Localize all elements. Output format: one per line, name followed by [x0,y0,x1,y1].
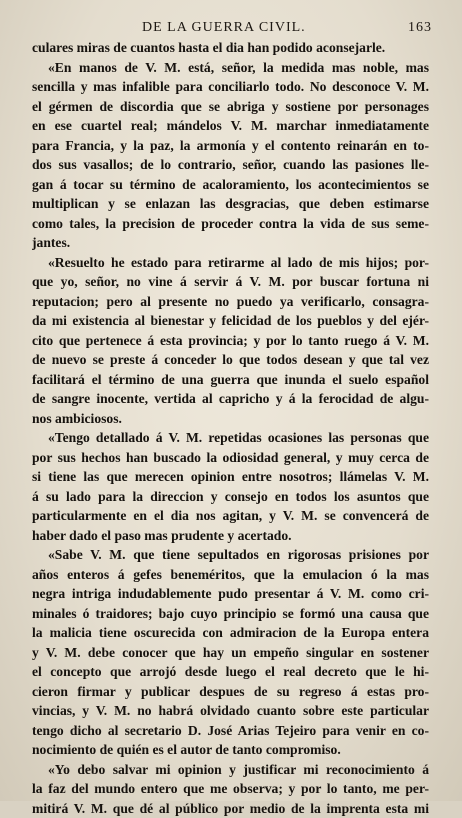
text-line: haber dado el paso mas prudente y acertado. [32,526,429,546]
text-line: vincias, y V. M. no habrá olvidado cuanto sobre este particular [32,701,429,721]
text-line: facilitará el término de una guerra que inunda el suelo español [32,370,429,390]
text-line: cito que pertenece á esta provincia; y por lo tanto ruego á V. M. [32,331,429,351]
page-number: 163 [408,20,432,36]
text-line: nocimiento de quién es el autor de tanto compromiso. [32,740,429,760]
text-line: en ese cuartel real; mándelos V. M. marchar inmediatamente [32,116,429,136]
text-line: «Yo debo salvar mi opinion y justificar mi reconocimiento á [32,760,429,780]
text-line: dos sus vasallos; de lo contrario, señor, cuando las pasiones lle- [32,155,429,175]
text-line: y V. M. debe conocer que hay un empeño singular en sostener [32,643,429,663]
text-line: minales ó traidores; bajo cuyo principio se formó una causa que [32,604,429,624]
text-line: de nuevo se preste á conceder lo que todos desean y que tal vez [32,350,429,370]
running-head [32,20,432,38]
text-line: da mi existencia al bienestar y felicidad de los pueblos y del ejér- [32,311,429,331]
text-line: la faz del mundo entero que me observa; y por lo tanto, me per- [32,779,429,799]
text-line: para Francia, y la paz, la armonía y el contento reinarán en to- [32,136,429,156]
text-line: «Tengo detallado á V. M. repetidas ocasiones las personas que [32,428,429,448]
text-line: nos ambiciosos. [32,409,429,429]
running-title: DE LA GUERRA CIVIL. [142,20,306,36]
text-line: «En manos de V. M. está, señor, la medida mas noble, mas [32,58,429,78]
text-line: de sangre inocente, vertida al capricho y á la ferocidad de algu- [32,389,429,409]
text-line: sencilla y mas infalible para conciliarlo todo. No desconoce V. M. [32,77,429,97]
text-line: culares miras de cuantos hasta el dia han podido aconsejarle. [32,38,429,58]
text-line: particularmente en el dia nos agitan, y V. M. se convencerá de [32,506,429,526]
text-line: negra intriga indudablemente pudo presentar á V. M. como cri- [32,584,429,604]
text-line: jantes. [32,233,429,253]
text-line: si tiene las que merecen opinion entre nosotros; llámelas V. M. [32,467,429,487]
text-line: multiplican y se enlazan las desgracias, que deben estimarse [32,194,429,214]
text-line: gan á tocar su término de acaloramiento, los acontecimientos se [32,175,429,195]
text-line: cieron firmar y publicar despues de su regreso á estas pro- [32,682,429,702]
text-line: «Resuelto he estado para retirarme al lado de mis hijos; por- [32,253,429,273]
text-line: el concepto que arrojó desde luego el real decreto que le hi- [32,662,429,682]
text-line: la malicia tiene oscurecida con admiracion de la Europa entera [32,623,429,643]
text-line: como tales, la precision de proceder contra la vida de sus seme- [32,214,429,234]
text-line: mitirá V. M. que dé al público por medio de la imprenta esta mi [32,799,429,818]
text-line: tengo dicho al secretario D. José Arias Tejeiro para venir en co- [32,721,429,741]
text-line: «Sabe V. M. que tiene sepultados en rigorosas prisiones por [32,545,429,565]
text-line: á su lado para la direccion y consejo en todos los asuntos que [32,487,429,507]
text-line: años enteros á gefes beneméritos, que la emulacion ó la mas [32,565,429,585]
body-text [32,38,429,818]
text-line: que yo, señor, no vine á servir á V. M. por buscar fortuna ni [32,272,429,292]
text-line: por sus hechos han buscado la odiosidad general, y muy cerca de [32,448,429,468]
text-line: reputacion; pero al presente no puedo ya verificarlo, consagra- [32,292,429,312]
text-line: el gérmen de discordia que se abriga y sostiene por personages [32,97,429,117]
